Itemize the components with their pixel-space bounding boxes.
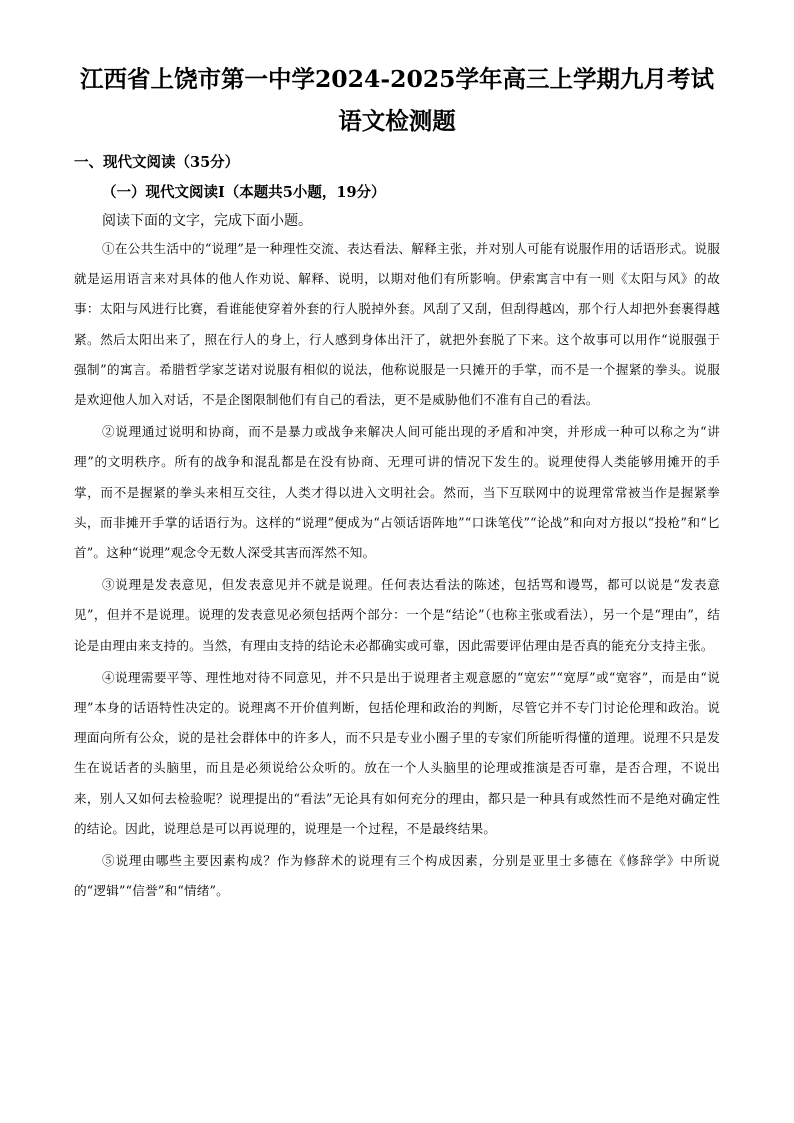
sub-heading: （一）现代文阅读Ⅰ（本题共5小题，19分） [102,184,386,201]
section-heading: 一、现代文阅读（35分） [74,154,240,171]
paragraph-5: ⑤说理由哪些主要因素构成？作为修辞术的说理有三个构成因素，分别是亚里士多德在《修辞学》中所说的“逻辑”“信誉”和“情绪”。 [74,853,720,899]
document-title: 江西省上饶市第一中学2024-2025学年高三上学期九月考试语文检测题 [79,65,715,135]
paragraph-2: ②说理通过说明和协商，而不是暴力或战争来解决人间可能出现的矛盾和冲突，并形成一种可以称之为“讲理”的文明秩序。所有的战争和混乱都是在没有协商、无理可讲的情况下发生的。说理使得人类能够用摊开的手掌，而不是握紧的拳头来相互交往，人类才得以进入文明社会。然而，当下互联网中的说理常常被当作是握紧拳头，而非摊开手掌的话语行为。这样的“说理”便成为“占领话语阵地”“口诛笔伐”“论战”和向对方报以“投枪”和“匕首”。这种“说理”观念令无数人深受其害而浑然不知。 [74,424,720,561]
reading-instruction: 阅读下面的文字，完成下面小题。 [102,213,312,229]
paragraph-4: ④说理需要平等、理性地对待不同意见，并不只是出于说理者主观意愿的“宽宏”“宽厚”或“宽容”，而是由“说理”本身的话语特性决定的。说理离不开价值判断，包括伦理和政治的判断，尽管它并不专门讨论伦理和政治。说理面向所有公众，说的是社会群体中的许多人，而不只是专业小圈子里的专家们所能听得懂的道理。说理不只是发生在说话者的头脑里，而且是必须说给公众听的。放在一个人头脑里的论理或推演是否可靠，是否合理，不说出来，别人又如何去检验呢？说理提出的“看法”无论具有如何充分的理由，都只是一种具有或然性而不是绝对确定性的结论。因此，说理总是可以再说理的，说理是一个过程，不是最终结果。 [74,669,720,836]
paragraph-1: ①在公共生活中的“说理”是一种理性交流、表达看法、解释主张，并对别人可能有说服作用的话语形式。说服就是运用语言来对具体的他人作劝说、解释、说明，以期对他们有所影响。伊索寓言中有一则《太阳与风》的故事：太阳与风进行比赛，看谁能使穿着外套的行人脱掉外套。风刮了又刮，但刮得越凶，那个行人却把外套裹得越紧。然后太阳出来了，照在行人的身上，行人感到身体出汗了，就把外套脱了下来。这个故事可以用作“说服强于强制”的寓言。希腊哲学家芝诺对说服有相似的说法，他称说服是一只摊开的手掌，而不是一个握紧的拳头。说服是欢迎他人加入对话，不是企图限制他们有自己的看法，更不是威胁他们不准有自己的看法。 [74,241,720,408]
paragraph-3: ③说理是发表意见，但发表意见并不就是说理。任何表达看法的陈述，包括骂和谩骂，都可以说是“发表意见”，但并不是说理。说理的发表意见必须包括两个部分：一个是“结论”（也称主张或看法），另一个是“理由”，结论是由理由来支持的。当然，有理由支持的结论未必都确实或可靠，因此需要评估理由是否真的能充分支持主张。 [74,577,720,653]
